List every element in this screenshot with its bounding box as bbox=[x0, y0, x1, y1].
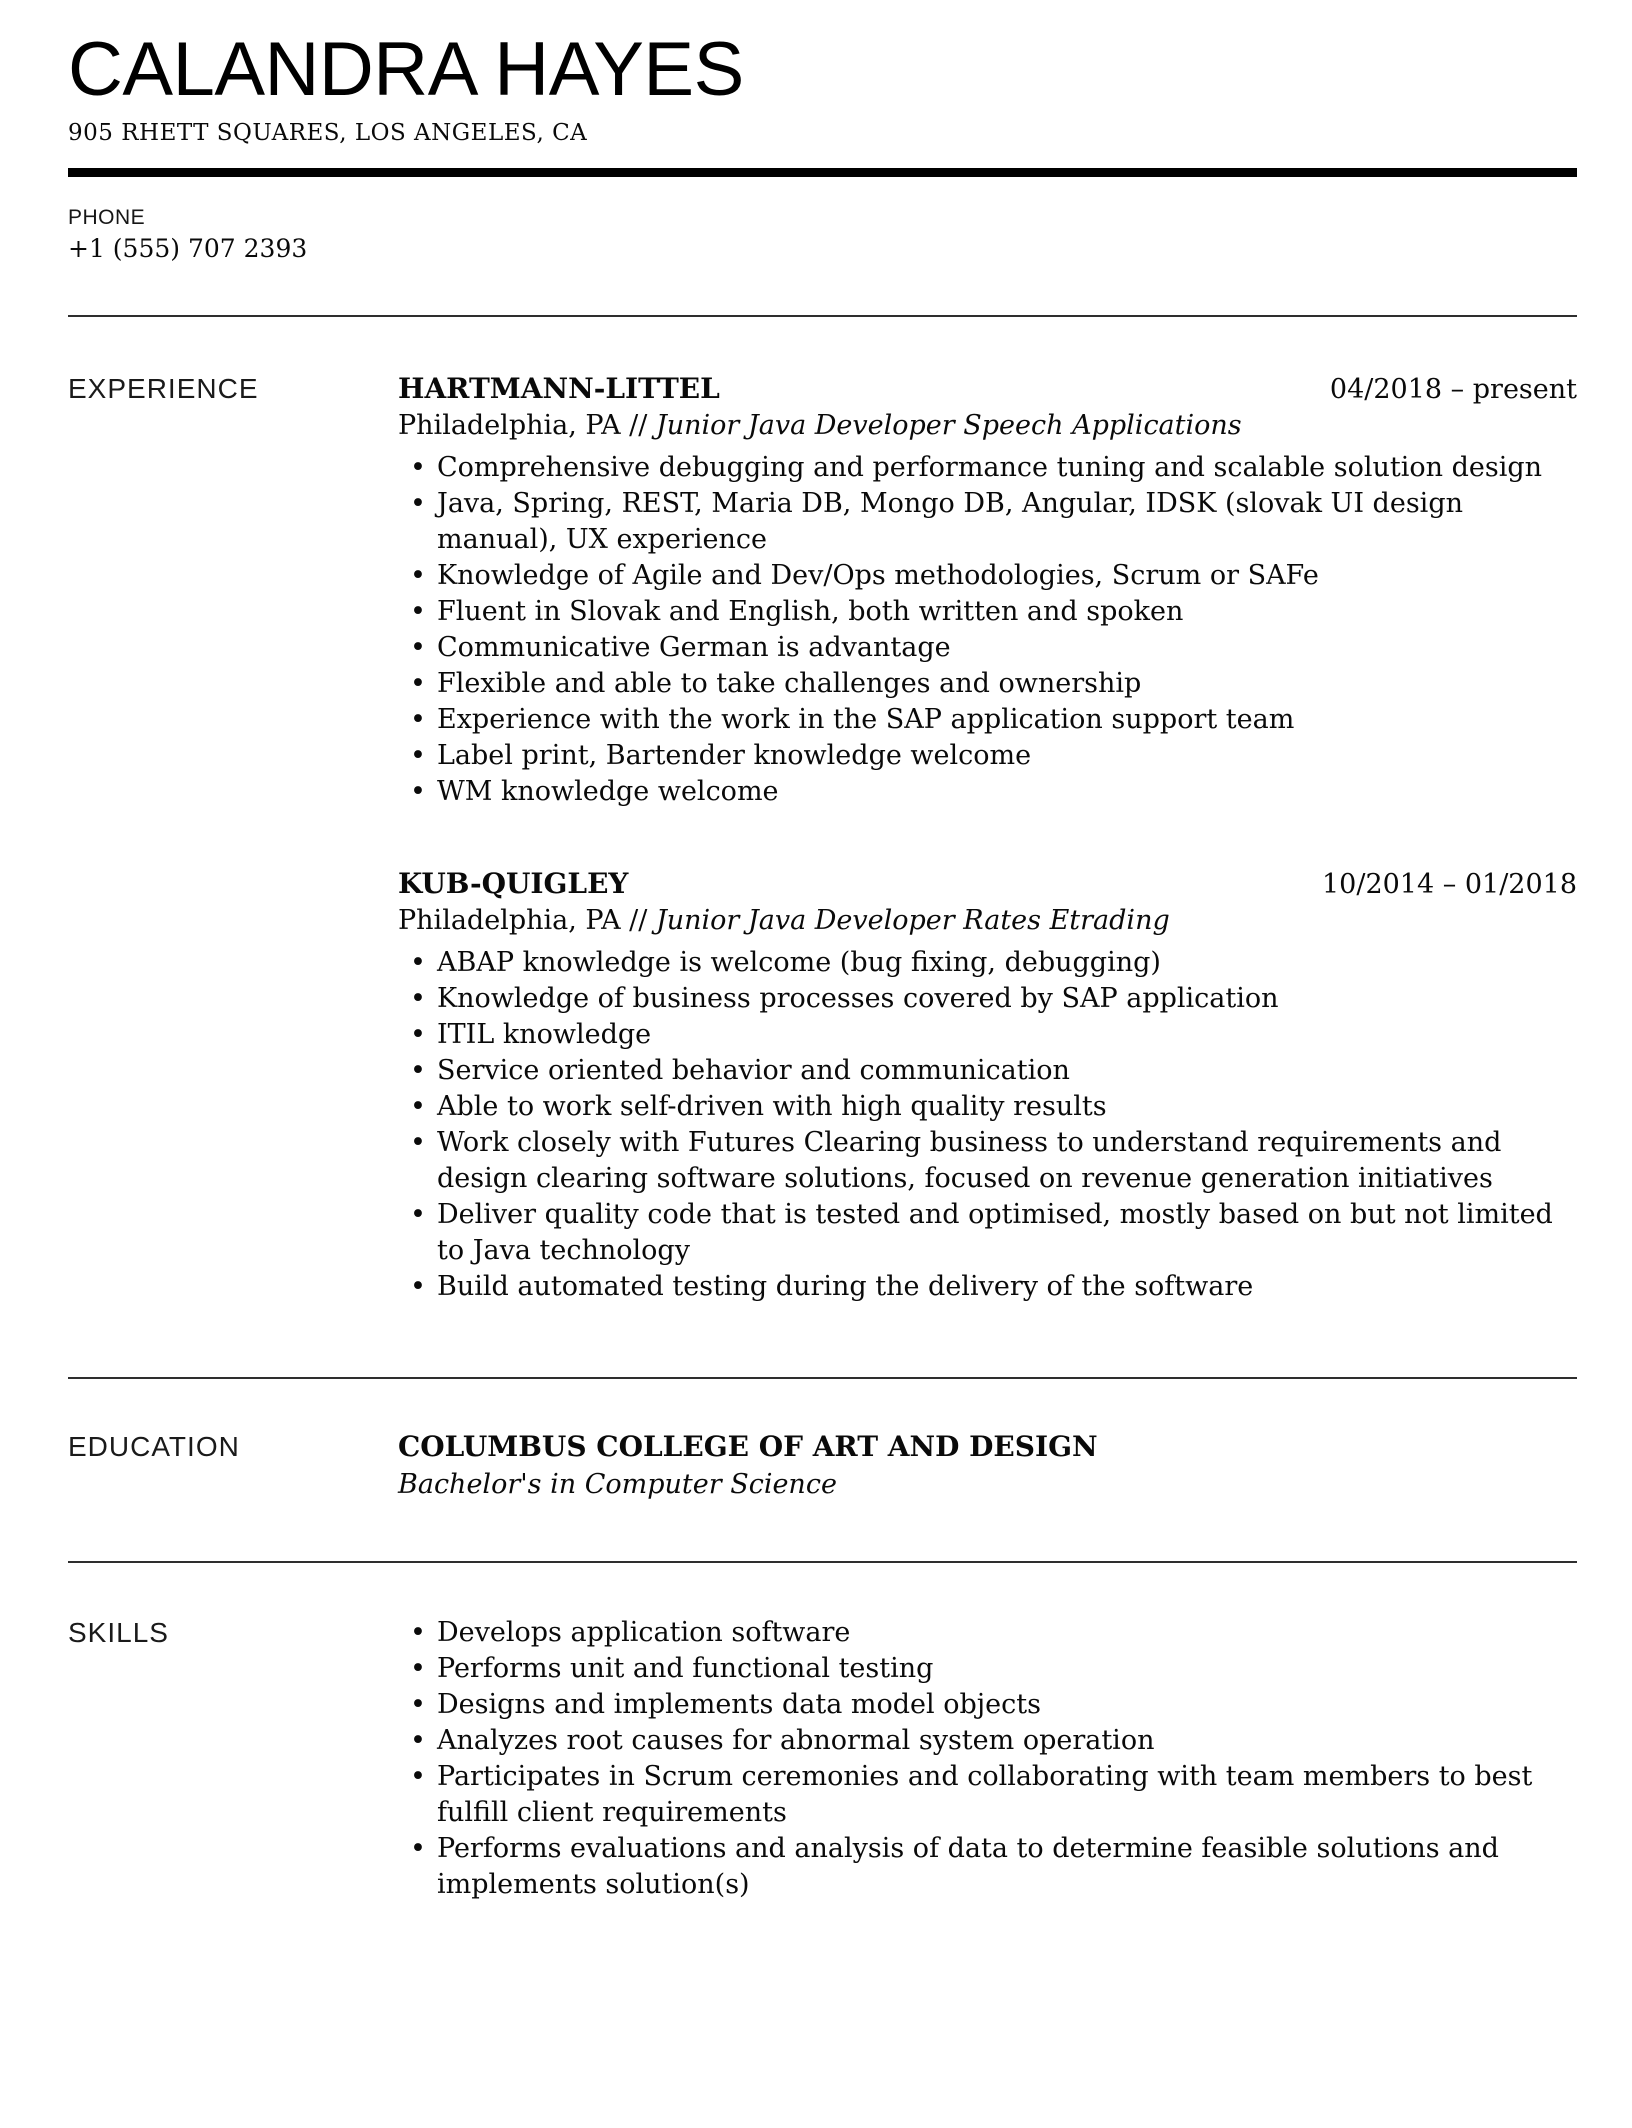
job-entry-kub-quigley bbox=[398, 866, 1577, 1305]
company-name: HARTMANN-LITTEL bbox=[398, 372, 720, 405]
job-dates: 10/2014 – 01/2018 bbox=[1322, 869, 1577, 900]
job-bullet-list bbox=[398, 450, 1577, 810]
person-name: CALANDRA HAYES bbox=[68, 27, 744, 112]
resume-header bbox=[68, 27, 1577, 265]
job-location: Philadelphia, PA // bbox=[398, 410, 656, 441]
skill-bullet-item: • Develops application software bbox=[398, 1615, 1577, 1651]
job-subtitle bbox=[398, 903, 1577, 939]
phone-number: +1 (555) 707 2393 bbox=[68, 234, 308, 263]
skills-content bbox=[398, 1615, 1577, 1903]
job-title: Junior Java Developer Speech Applications bbox=[655, 410, 1242, 441]
job-bullet-item: • WM knowledge welcome bbox=[398, 774, 1577, 810]
job-location: Philadelphia, PA // bbox=[398, 905, 656, 936]
job-bullet-item: • Comprehensive debugging and performance tuning and scalable solution design bbox=[398, 450, 1577, 486]
experience-section-label: EXPERIENCE bbox=[68, 373, 259, 404]
job-bullet-item: • Knowledge of business processes covered by SAP application bbox=[398, 981, 1577, 1017]
job-bullet-item: • Label print, Bartender knowledge welcome bbox=[398, 738, 1577, 774]
degree-name: Bachelor's in Computer Science bbox=[398, 1469, 837, 1500]
education-section bbox=[68, 1379, 1577, 1561]
job-bullet-item: • Deliver quality code that is tested and optimised, mostly based on but not limited to Java technology bbox=[398, 1197, 1577, 1269]
school-name: COLUMBUS COLLEGE OF ART AND DESIGN bbox=[398, 1430, 1098, 1463]
job-entry-hartmann-littel bbox=[398, 371, 1577, 810]
job-bullet-item: • Knowledge of Agile and Dev/Ops methodologies, Scrum or SAFe bbox=[398, 558, 1577, 594]
experience-section bbox=[68, 317, 1577, 1377]
job-bullet-item: • Build automated testing during the delivery of the software bbox=[398, 1269, 1577, 1305]
skill-bullet-item: • Analyzes root causes for abnormal system operation bbox=[398, 1723, 1577, 1759]
company-name: KUB-QUIGLEY bbox=[398, 867, 629, 900]
job-subtitle bbox=[398, 408, 1577, 444]
job-bullet-list bbox=[398, 945, 1577, 1305]
skill-bullet-item: • Designs and implements data model objects bbox=[398, 1687, 1577, 1723]
header-thick-divider bbox=[68, 168, 1577, 177]
job-title: Junior Java Developer Rates Etrading bbox=[655, 905, 1170, 936]
job-bullet-item: • Service oriented behavior and communication bbox=[398, 1053, 1577, 1089]
skill-bullet-item: • Participates in Scrum ceremonies and collaborating with team members to best fulfill client requirements bbox=[398, 1759, 1577, 1831]
address-line: 905 RHETT SQUARES, LOS ANGELES, CA bbox=[68, 120, 588, 146]
phone-label: PHONE bbox=[68, 206, 146, 229]
skills-section-label: SKILLS bbox=[68, 1617, 169, 1648]
job-bullet-item: • Able to work self-driven with high quality results bbox=[398, 1089, 1577, 1125]
job-bullet-item: • Flexible and able to take challenges and ownership bbox=[398, 666, 1577, 702]
job-bullet-item: • Experience with the work in the SAP application support team bbox=[398, 702, 1577, 738]
job-dates: 04/2018 – present bbox=[1329, 374, 1577, 405]
job-bullet-item: • Work closely with Futures Clearing business to understand requirements and design clearing software solutions, focused on revenue generation initiatives bbox=[398, 1125, 1577, 1197]
skill-bullet-item: • Performs unit and functional testing bbox=[398, 1651, 1577, 1687]
skill-bullet-item: • Performs evaluations and analysis of data to determine feasible solutions and implements solution(s) bbox=[398, 1831, 1577, 1903]
job-bullet-item: • Communicative German is advantage bbox=[398, 630, 1577, 666]
job-bullet-item: • ITIL knowledge bbox=[398, 1017, 1577, 1053]
job-bullet-item: • ABAP knowledge is welcome (bug fixing, debugging) bbox=[398, 945, 1577, 981]
job-heading-row bbox=[398, 371, 1577, 408]
experience-content bbox=[398, 371, 1577, 1305]
education-content bbox=[398, 1429, 1577, 1503]
skills-bullet-list bbox=[398, 1615, 1577, 1903]
job-bullet-item: • Java, Spring, REST, Maria DB, Mongo DB, Angular, IDSK (slovak UI design manual), UX experience bbox=[398, 486, 1577, 558]
resume-page bbox=[68, 27, 1577, 1903]
skills-section bbox=[68, 1563, 1577, 1903]
education-section-label: EDUCATION bbox=[68, 1431, 240, 1462]
job-heading-row bbox=[398, 866, 1577, 903]
job-bullet-item: • Fluent in Slovak and English, both written and spoken bbox=[398, 594, 1577, 630]
